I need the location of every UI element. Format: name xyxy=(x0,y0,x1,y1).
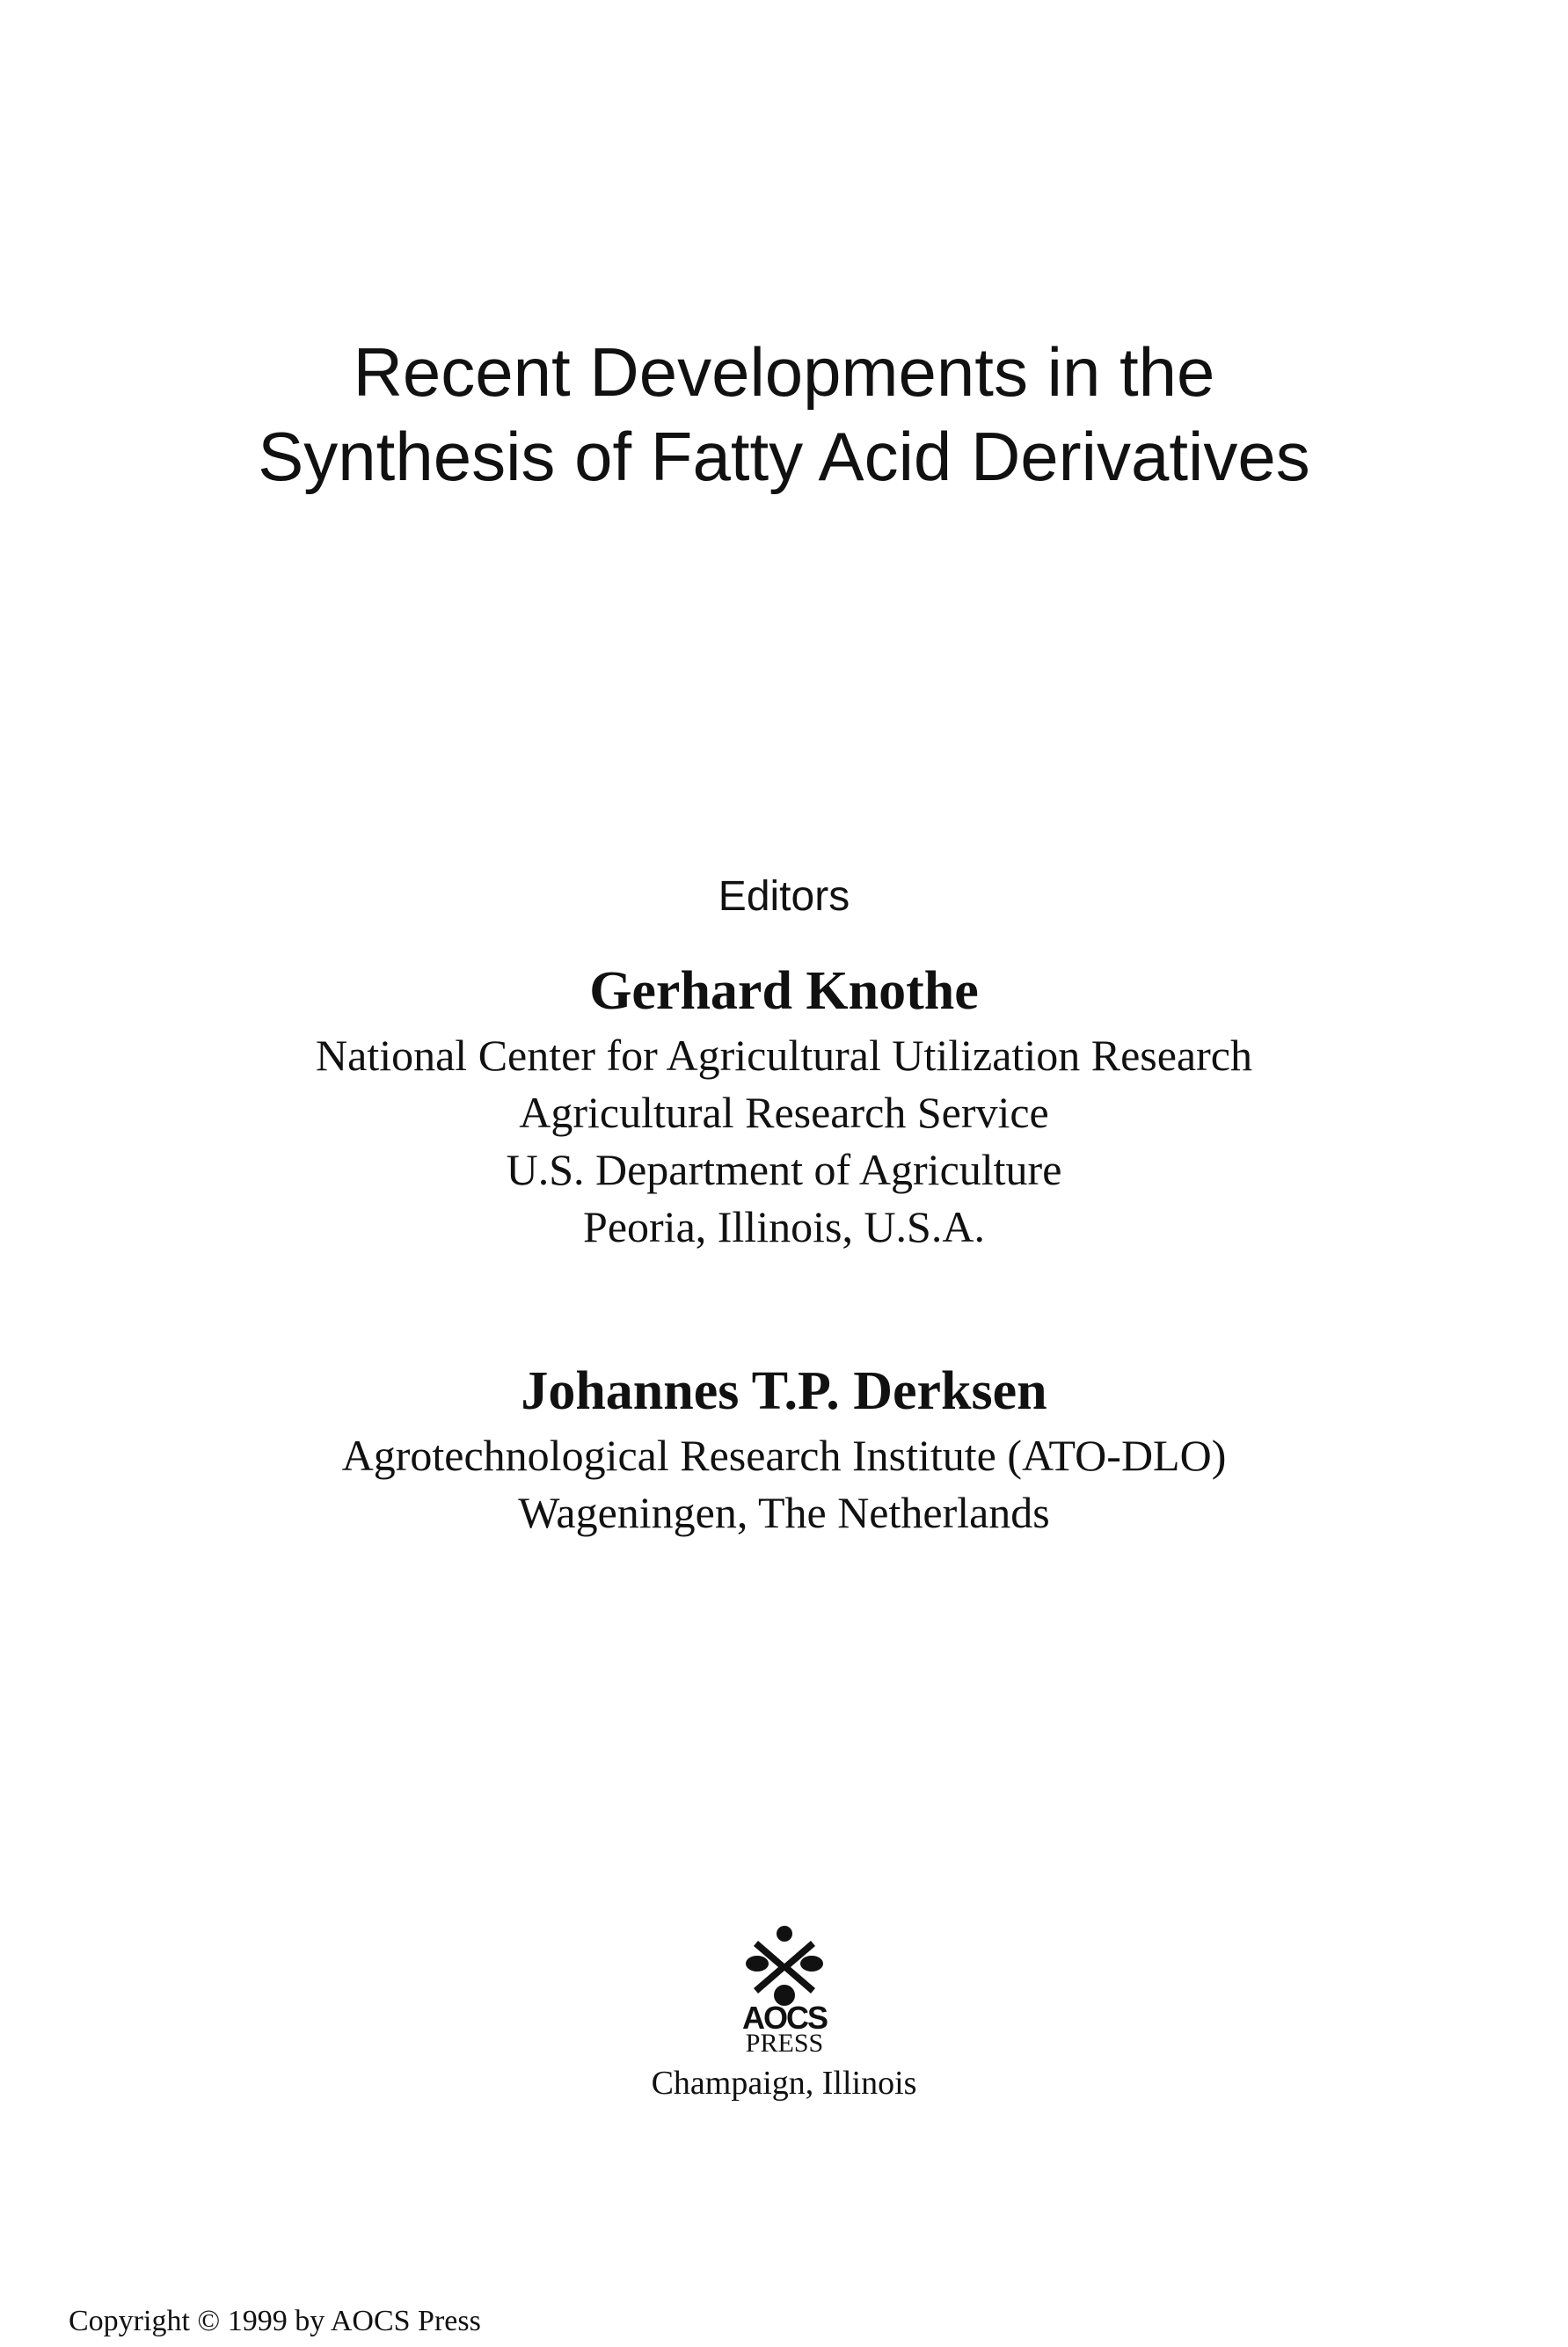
editor-affiliation-line: Agricultural Research Service xyxy=(519,1088,1049,1137)
editor-block-1 xyxy=(0,958,1568,1256)
copyright-notice: Copyright © 1999 by AOCS Press xyxy=(69,2305,481,2337)
editor-name: Johannes T.P. Derksen xyxy=(521,1361,1047,1421)
svg-text:PRESS: PRESS xyxy=(745,2029,823,2053)
editor-affiliation-line: Agrotechnological Research Institute (ATO-DLO) xyxy=(341,1431,1227,1480)
aocs-press-logo-icon xyxy=(718,1921,850,2053)
book-title-line-2: Synthesis of Fatty Acid Derivatives xyxy=(258,418,1310,495)
editors-label: Editors xyxy=(718,873,850,920)
editor-affiliation-line: U.S. Department of Agriculture xyxy=(506,1145,1062,1194)
svg-text:AOCS: AOCS xyxy=(741,2000,827,2036)
book-title xyxy=(0,330,1568,499)
editor-affiliation-line: Peoria, Illinois, U.S.A. xyxy=(583,1202,985,1251)
editor-affiliation-line: National Center for Agricultural Utilization Research xyxy=(316,1031,1252,1080)
publisher-block xyxy=(0,1921,1568,2104)
editor-block-2 xyxy=(0,1359,1568,1542)
book-title-line-1: Recent Developments in the xyxy=(353,333,1215,411)
editor-affiliation-line: Wageningen, The Netherlands xyxy=(518,1488,1050,1537)
publisher-location: Champaign, Illinois xyxy=(651,2065,917,2102)
editor-name: Gerhard Knothe xyxy=(589,961,979,1021)
